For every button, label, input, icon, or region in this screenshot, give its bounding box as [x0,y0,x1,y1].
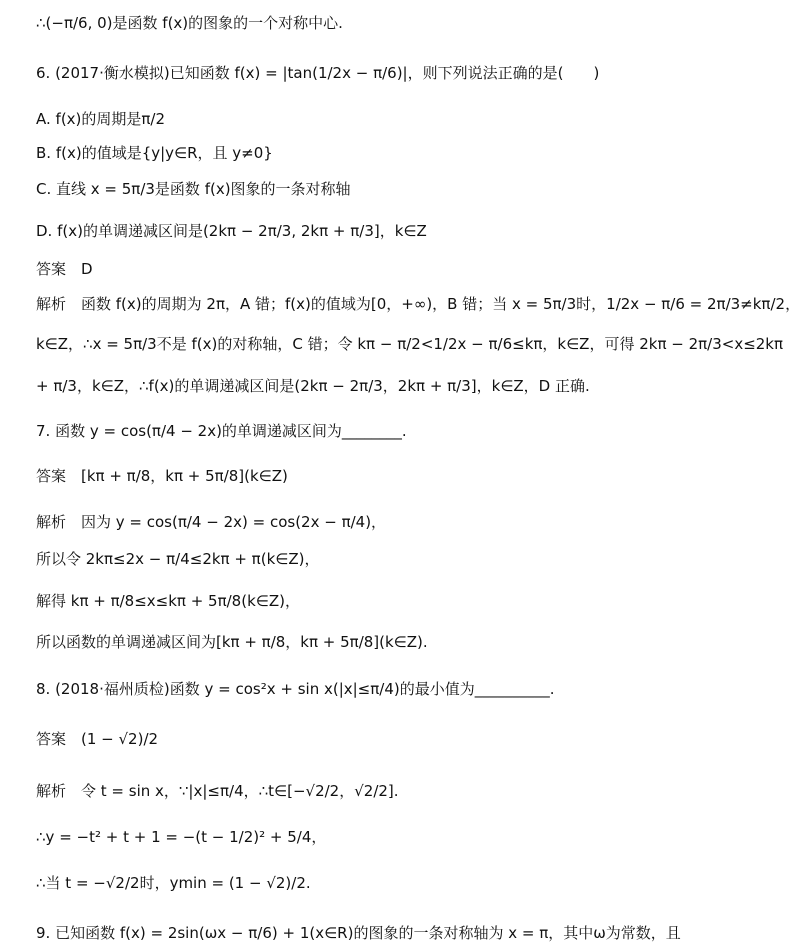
question-9: 9. 已知函数 f(x) = 2sin(ωx − π/6) + 1(x∈R)的图象的一条对称轴为 x = π，其中ω为常数，且 [36,924,681,942]
answer-6: 答案 D [36,260,93,278]
analysis-8-line2: ∴y = −t² + t + 1 = −(t − 1/2)² + 5/4， [36,828,327,846]
question-6: 6. (2017·衡水模拟)已知函数 f(x) = |tan(1/2x − π/6)|，则下列说法正确的是( ) [36,64,600,82]
answer-7: 答案 [kπ + π/8，kπ + 5π/8](k∈Z) [36,467,288,485]
option-b: B. f(x)的值域是{y|y∈R，且 y≠0} [36,144,273,162]
option-c: C. 直线 x = 5π/3是函数 f(x)图象的一条对称轴 [36,180,351,198]
question-8: 8. (2018·福州质检)函数 y = cos²x + sin x(|x|≤π/4)的最小值为__________. [36,680,555,698]
option-a: A. f(x)的周期是π/2 [36,110,166,128]
analysis-7-line3: 解得 kπ + π/8≤x≤kπ + 5π/8(k∈Z)， [36,592,300,610]
answer-8: 答案 (1 − √2)/2 [36,730,159,748]
analysis-6-line3: + π/3，k∈Z，∴f(x)的单调递减区间是(2kπ − 2π/3，2kπ + π/3]，k∈Z，D 正确. [36,377,590,395]
question-7: 7. 函数 y = cos(π/4 − 2x)的单调递减区间为________. [36,422,407,440]
analysis-6-line2: k∈Z，∴x = 5π/3不是 f(x)的对称轴，C 错；令 kπ − π/2<1/2x − π/6≤kπ，k∈Z，可得 2kπ − 2π/3<x≤2kπ [36,335,784,353]
analysis-8-line1: 解析 令 t = sin x，∵|x|≤π/4，∴t∈[−√2/2，√2/2]. [36,782,399,800]
analysis-8-line3: ∴当 t = −√2/2时，ymin = (1 − √2)/2. [36,874,311,892]
analysis-7-line4: 所以函数的单调递减区间为[kπ + π/8，kπ + 5π/8](k∈Z). [36,633,428,651]
analysis-7-line1: 解析 因为 y = cos(π/4 − 2x) = cos(2x − π/4)， [36,513,387,531]
option-d: D. f(x)的单调递减区间是(2kπ − 2π/3, 2kπ + π/3]，k∈Z [36,222,427,240]
analysis-6-line1: 解析 函数 f(x)的周期为 2π，A 错；f(x)的值域为[0，+∞)，B 错；当 x = 5π/3时，1/2x − π/6 = 2π/3≠kπ/2， [36,295,800,313]
analysis-7-line2: 所以令 2kπ≤2x − π/4≤2kπ + π(k∈Z)， [36,550,320,568]
text-line: ∴(−π/6, 0)是函数 f(x)的图象的一个对称中心. [36,14,343,32]
